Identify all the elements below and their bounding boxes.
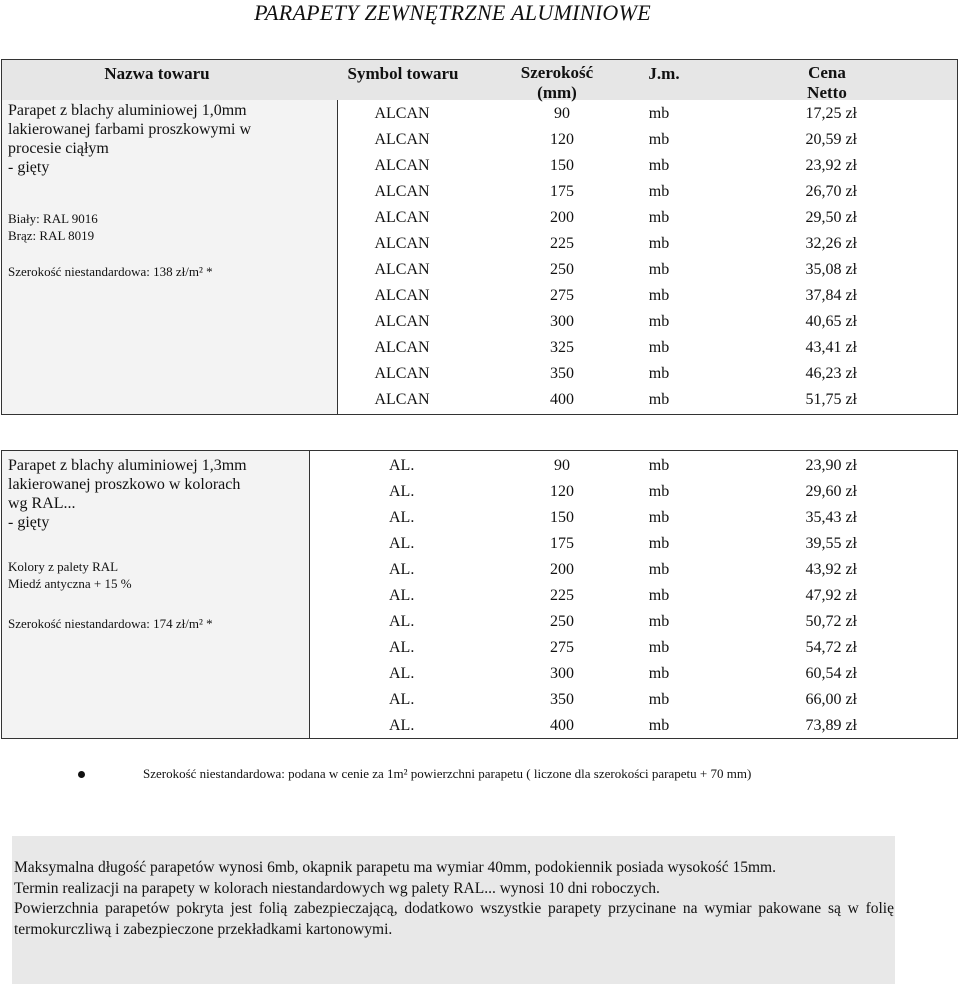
info-dimensions: Maksymalna długość parapetów wynosi 6mb, okapnik parapetu ma wymiar 40mm, podokiennik posiada wysokość 15mm. — [14, 859, 776, 876]
header-price-label: Cena — [808, 63, 846, 82]
table-header — [2, 60, 957, 100]
product-width: 350 — [550, 365, 574, 382]
description-line: - gięty — [8, 514, 50, 531]
copper-surcharge: Miedź antyczna + 15 % — [8, 576, 132, 591]
product-description-cell — [2, 451, 310, 738]
description-line: lakierowanej proszkowo w kolorach — [8, 476, 241, 493]
product-description-cell — [2, 100, 338, 414]
product-unit: mb — [648, 613, 670, 630]
product-price: 17,25 zł — [805, 105, 857, 122]
header-width-unit: (mm) — [537, 83, 577, 102]
info-box — [12, 836, 895, 984]
product-symbol: AL. — [389, 691, 415, 708]
price-table-al — [1, 450, 958, 739]
product-unit: mb — [648, 261, 670, 278]
info-text — [14, 858, 894, 940]
product-price: 43,92 zł — [805, 561, 857, 578]
product-price: 35,08 zł — [805, 261, 857, 278]
product-symbol: ALCAN — [374, 131, 430, 148]
product-unit: mb — [648, 587, 670, 604]
product-width: 300 — [550, 313, 574, 330]
product-width: 250 — [550, 261, 574, 278]
product-width: 175 — [550, 183, 574, 200]
product-symbol: AL. — [389, 509, 415, 526]
product-price: 29,60 zł — [805, 483, 857, 500]
product-unit: mb — [648, 509, 670, 526]
product-symbol: AL. — [389, 587, 415, 604]
description-line: procesie ciąłym — [8, 140, 109, 157]
product-unit: mb — [648, 313, 670, 330]
product-width: 120 — [550, 131, 574, 148]
product-unit: mb — [648, 235, 670, 252]
header-symbol: Symbol towaru — [347, 64, 459, 83]
product-price: 43,41 zł — [805, 339, 857, 356]
product-width: 150 — [550, 509, 574, 526]
description-line: wg RAL... — [8, 495, 76, 512]
product-price: 39,55 zł — [805, 535, 857, 552]
description-line: Parapet z blachy aluminiowej 1,3mm — [8, 457, 247, 474]
product-price: 47,92 zł — [805, 587, 857, 604]
product-price: 29,50 zł — [805, 209, 857, 226]
product-price: 40,65 zł — [805, 313, 857, 330]
product-width: 225 — [550, 235, 574, 252]
product-symbol: ALCAN — [374, 209, 430, 226]
product-price: 66,00 zł — [805, 691, 857, 708]
product-unit: mb — [648, 717, 670, 734]
product-price: 23,92 zł — [805, 157, 857, 174]
product-price: 46,23 zł — [805, 365, 857, 382]
product-symbol: AL. — [389, 665, 415, 682]
custom-width-price: Szerokość niestandardowa: 138 zł/m² * — [8, 264, 213, 279]
product-symbol: AL. — [389, 717, 415, 734]
product-unit: mb — [648, 365, 670, 382]
product-symbol: ALCAN — [374, 287, 430, 304]
product-description — [8, 101, 251, 177]
product-width: 325 — [550, 339, 574, 356]
product-description — [8, 456, 247, 532]
product-unit: mb — [648, 105, 670, 122]
header-unit: J.m. — [648, 64, 680, 83]
product-price: 20,59 zł — [805, 131, 857, 148]
product-symbol: ALCAN — [374, 365, 430, 382]
product-price: 23,90 zł — [805, 457, 857, 474]
product-unit: mb — [648, 157, 670, 174]
product-unit: mb — [648, 483, 670, 500]
product-price: 32,26 zł — [805, 235, 857, 252]
product-symbol: AL. — [389, 535, 415, 552]
product-symbol: ALCAN — [374, 183, 430, 200]
product-width: 200 — [550, 209, 574, 226]
description-line: Parapet z blachy aluminiowej 1,0mm — [8, 102, 247, 119]
product-width: 200 — [550, 561, 574, 578]
product-symbol: AL. — [389, 613, 415, 630]
product-unit: mb — [648, 391, 670, 408]
color-brown: Brąz: RAL 8019 — [8, 228, 95, 243]
header-width-label: Szerokość — [520, 63, 594, 82]
price-table-alcan — [1, 59, 958, 415]
footnote: Szerokość niestandardowa: podana w cenie za 1m² powierzchni parapetu ( liczone dla szerokości parapetu + 70 mm) — [143, 766, 752, 781]
product-symbol: AL. — [389, 483, 415, 500]
product-price: 73,89 zł — [805, 717, 857, 734]
product-price: 51,75 zł — [805, 391, 857, 408]
product-width: 350 — [550, 691, 574, 708]
product-unit: mb — [648, 339, 670, 356]
product-width: 275 — [550, 639, 574, 656]
palette-note: Kolory z palety RAL — [8, 559, 119, 574]
header-name: Nazwa towaru — [104, 64, 210, 83]
product-symbol: AL. — [389, 639, 415, 656]
product-price: 54,72 zł — [805, 639, 857, 656]
description-line: - gięty — [8, 159, 50, 176]
product-width: 175 — [550, 535, 574, 552]
product-symbol: ALCAN — [374, 339, 430, 356]
product-symbol: AL. — [389, 457, 415, 474]
product-width: 90 — [554, 457, 570, 474]
description-line: lakierowanej farbami proszkowymi w — [8, 121, 252, 138]
header-price-sub: Netto — [807, 83, 847, 102]
header-width — [507, 63, 607, 103]
product-symbol: ALCAN — [374, 105, 430, 122]
product-price: 60,54 zł — [805, 665, 857, 682]
product-width: 120 — [550, 483, 574, 500]
product-symbol: AL. — [389, 561, 415, 578]
product-price: 37,84 zł — [805, 287, 857, 304]
product-unit: mb — [648, 457, 670, 474]
bullet-icon — [78, 771, 85, 778]
info-lead-time: Termin realizacji na parapety w kolorach niestandardowych wg palety RAL... wynosi 10 dni roboczych. — [14, 879, 660, 897]
product-unit: mb — [648, 287, 670, 304]
product-unit: mb — [648, 535, 670, 552]
product-symbol: ALCAN — [374, 391, 430, 408]
product-width: 300 — [550, 665, 574, 682]
product-price: 35,43 zł — [805, 509, 857, 526]
product-unit: mb — [648, 665, 670, 682]
product-symbol: ALCAN — [374, 157, 430, 174]
product-unit: mb — [648, 131, 670, 148]
product-unit: mb — [648, 209, 670, 226]
product-width: 275 — [550, 287, 574, 304]
header-price — [782, 63, 872, 103]
color-white: Biały: RAL 9016 — [8, 211, 98, 226]
product-width: 150 — [550, 157, 574, 174]
product-price: 26,70 zł — [805, 183, 857, 200]
product-symbol: ALCAN — [374, 235, 430, 252]
product-width: 400 — [550, 717, 574, 734]
product-unit: mb — [648, 691, 670, 708]
product-unit: mb — [648, 639, 670, 656]
custom-width-price: Szerokość niestandardowa: 174 zł/m² * — [8, 616, 213, 631]
product-symbol: ALCAN — [374, 261, 430, 278]
product-width: 90 — [554, 105, 570, 122]
product-width: 400 — [550, 391, 574, 408]
product-unit: mb — [648, 561, 670, 578]
product-price: 50,72 zł — [805, 613, 857, 630]
product-unit: mb — [648, 183, 670, 200]
product-width: 250 — [550, 613, 574, 630]
product-symbol: ALCAN — [374, 313, 430, 330]
product-width: 225 — [550, 587, 574, 604]
info-packaging: Powierzchnia parapetów pokryta jest folią zabezpieczającą, dodatkowo wszystkie parapety przycinane na wymiar pakowane są w folię termokurczliwą i zabezpieczone przekładkami kartonowymi. — [14, 900, 894, 938]
page-title: PARAPETY ZEWNĘTRZNE ALUMINIOWE — [254, 0, 651, 25]
color-list — [8, 210, 98, 244]
color-info — [8, 558, 132, 592]
